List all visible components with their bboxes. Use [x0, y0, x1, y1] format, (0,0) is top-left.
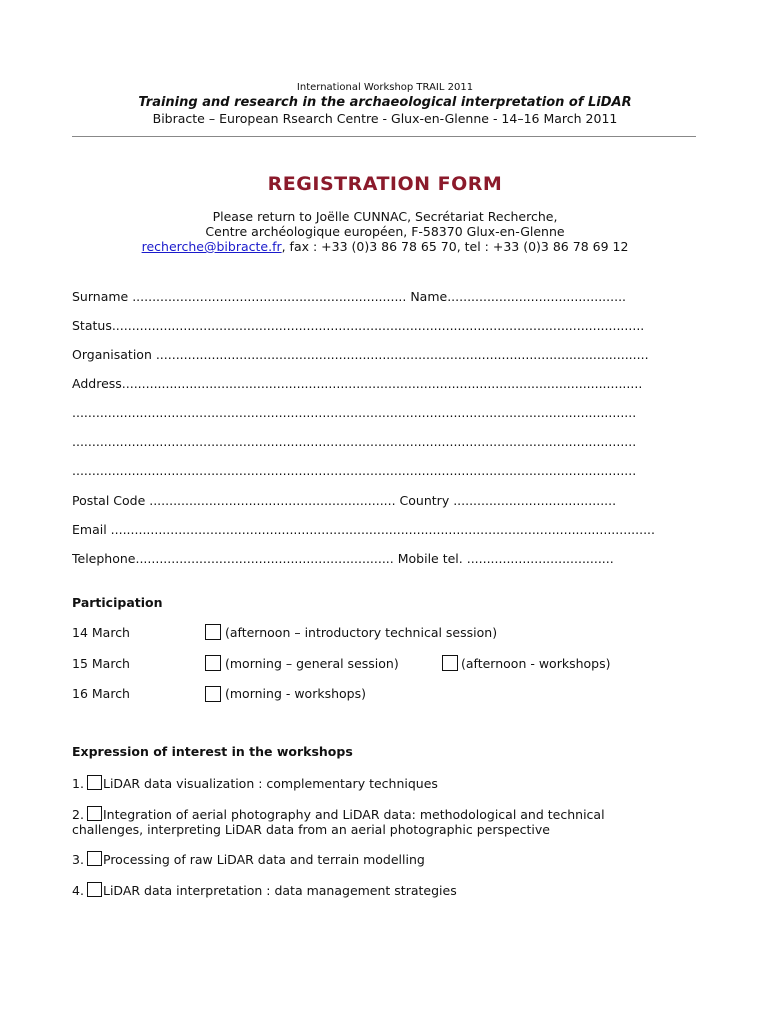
workshop-2-number: 2. — [72, 807, 84, 822]
checkbox-15-afternoon[interactable] — [442, 655, 458, 671]
checkbox-14-afternoon[interactable] — [205, 624, 221, 640]
organisation-field[interactable]: Organisation ............................................................................................................................ — [72, 347, 649, 362]
surname-name-field[interactable]: Surname ..................................................................... Name............................................. — [72, 289, 627, 304]
email-field[interactable]: Email ......................................................................................................................................... — [72, 522, 656, 537]
checkbox-15-morning[interactable] — [205, 655, 221, 671]
contact-numbers: , fax : +33 (0)3 86 78 65 70, tel : +33 (0)3 86 78 69 12 — [281, 239, 629, 254]
form-title: REGISTRATION FORM — [267, 173, 503, 195]
checkbox-workshop-4[interactable] — [87, 882, 102, 897]
address-field[interactable]: Address................................................................................................................................... — [72, 376, 643, 391]
telephone-mobile-field[interactable]: Telephone................................................................. Mobile tel. ..................................... — [72, 551, 614, 566]
workshop-subtitle: Bibracte – European Rsearch Centre - Glux-en-Glenne - 14–16 March 2011 — [152, 111, 618, 126]
header-divider — [72, 136, 696, 137]
checkbox-16-morning[interactable] — [205, 686, 221, 702]
option-15-afternoon: (afternoon - workshops) — [461, 656, 611, 671]
address-line-2[interactable]: .............................................................................................................................................. — [72, 405, 637, 420]
workshop-title: Training and research in the archaeological interpretation of LiDAR — [138, 95, 632, 110]
workshop-2-label-cont: challenges, interpreting LiDAR data from an aerial photographic perspective — [72, 822, 550, 837]
option-14-afternoon: (afternoon – introductory technical session) — [225, 625, 498, 640]
day-label-15-march: 15 March — [72, 656, 130, 671]
option-16-morning: (morning - workshops) — [225, 686, 366, 701]
checkbox-workshop-2[interactable] — [87, 806, 102, 821]
workshop-name: International Workshop TRAIL 2011 — [296, 82, 474, 93]
return-line-2: Centre archéologique européen, F-58370 Glux-en-Glenne — [205, 224, 565, 239]
checkbox-workshop-1[interactable] — [87, 775, 102, 790]
return-line-3 — [0, 239, 770, 254]
workshops-heading: Expression of interest in the workshops — [72, 744, 353, 759]
email-link[interactable]: recherche@bibracte.fr — [141, 239, 282, 254]
workshop-4-label: LiDAR data interpretation : data management strategies — [103, 883, 457, 898]
workshop-2-label: Integration of aerial photography and LiDAR data: methodological and technical — [103, 807, 605, 822]
workshop-1-number: 1. — [72, 776, 84, 791]
workshop-3-number: 3. — [72, 852, 84, 867]
workshop-4-number: 4. — [72, 883, 84, 898]
day-label-16-march: 16 March — [72, 686, 130, 701]
workshop-1-label: LiDAR data visualization : complementary techniques — [103, 776, 438, 791]
participation-heading: Participation — [72, 595, 163, 610]
workshop-3-label: Processing of raw LiDAR data and terrain modelling — [103, 852, 425, 867]
return-line-1: Please return to Joëlle CUNNAC, Secrétariat Recherche, — [212, 209, 558, 224]
option-15-morning: (morning – general session) — [225, 656, 399, 671]
day-label-14-march: 14 March — [72, 625, 130, 640]
postal-country-field[interactable]: Postal Code .............................................................. Country ......................................... — [72, 493, 617, 508]
address-line-4[interactable]: .............................................................................................................................................. — [72, 463, 637, 478]
status-field[interactable]: Status...................................................................................................................................... — [72, 318, 645, 333]
checkbox-workshop-3[interactable] — [87, 851, 102, 866]
address-line-3[interactable]: .............................................................................................................................................. — [72, 434, 637, 449]
